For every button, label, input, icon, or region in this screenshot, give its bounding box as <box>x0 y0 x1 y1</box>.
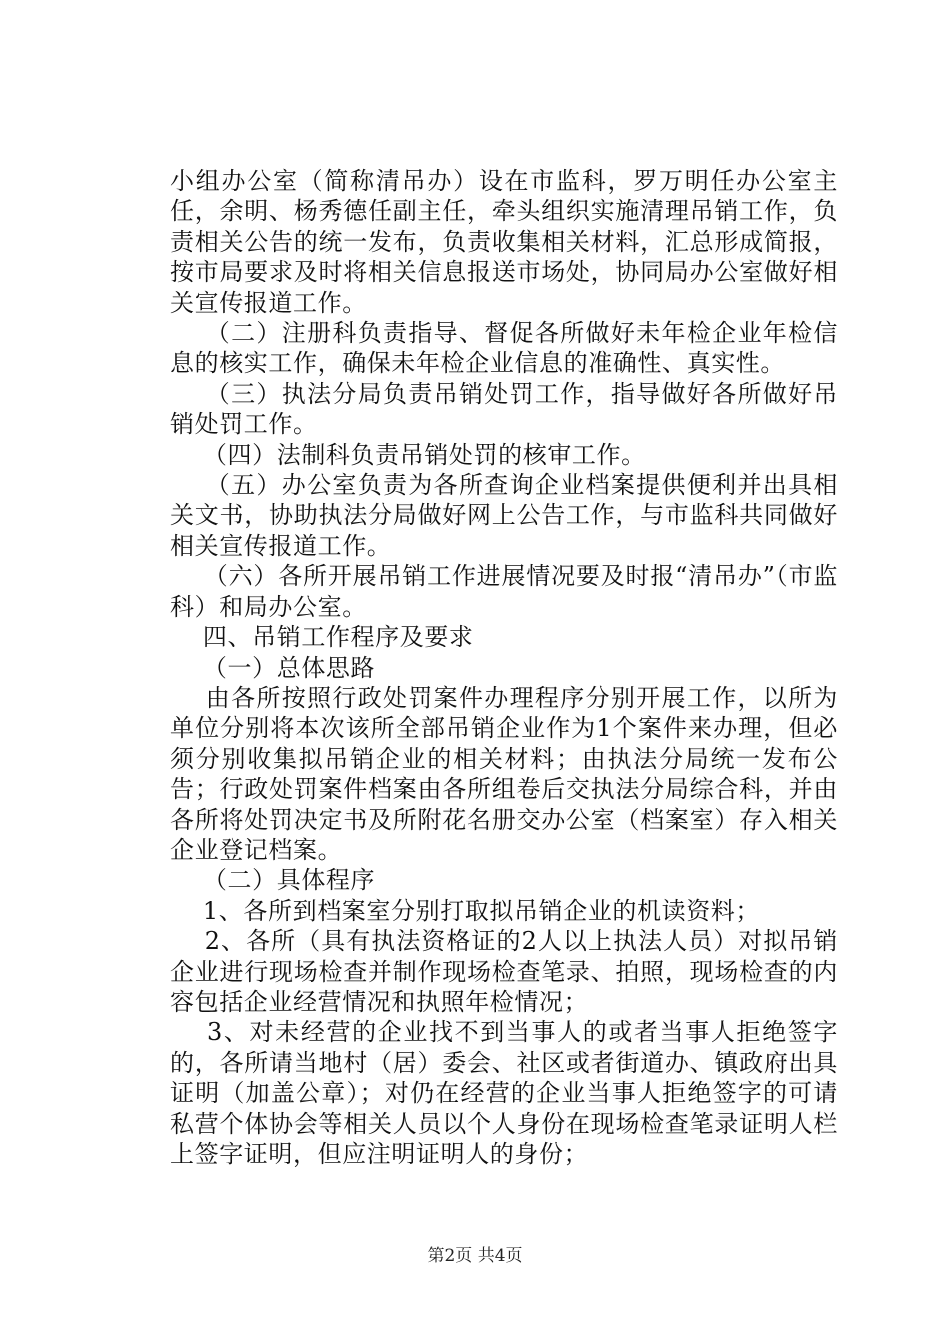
list-item: 1、各所到档案室分别打取拟吊销企业的机读资料； <box>170 896 760 925</box>
subsection-heading: （二）具体程序 <box>170 866 376 895</box>
subsection-heading: （一）总体思路 <box>170 653 376 682</box>
paragraph: （二）注册科负责指导、督促各所做好未年检企业年检信息的核实工作，确保未年检企业信息的准确性、真实性。 <box>170 319 839 378</box>
paragraph: （六）各所开展吊销工作进展情况要及时报“清吊办”（市监科）和局办公室。 <box>170 562 838 621</box>
page-number: 第2页 共4页 <box>427 1246 523 1266</box>
paragraph: 由各所按照行政处罚案件办理程序分别开展工作，以所为单位分别将本次该所全部吊销企业作为1个案件来办理，但必须分别收集拟吊销企业的相关材料；由执法分局统一发布公告；行政处罚案件档案由各所组卷后交执法分局综合科，并由各所将处罚决定书及所附花名册交办公室（档案室）存入相关企业登记档案。 <box>170 683 839 864</box>
paragraph: （五）办公室负责为各所查询企业档案提供便利并出具相关文书，协助执法分局做好网上公告工作，与市监科共同做好相关宣传报道工作。 <box>170 471 839 560</box>
paragraph: 小组办公室（简称清吊办）设在市监科，罗万明任办公室主任，余明、杨秀德任副主任，牵头组织实施清理吊销工作，负责相关公告的统一发布，负责收集相关材料，汇总形成简报，按市局要求及时将相关信息报送市场处，协同局办公室做好相关宣传报道工作。 <box>170 167 838 317</box>
paragraph: （四）法制科负责吊销处罚的核审工作。 <box>170 440 646 469</box>
document-body <box>170 166 838 1169</box>
list-item: 2、各所（具有执法资格证的2人以上执法人员）对拟吊销企业进行现场检查并制作现场检查笔录、拍照，现场检查的内容包括企业经营情况和执照年检情况； <box>170 927 838 1016</box>
list-item: 3、对未经营的企业找不到当事人的或者当事人拒绝签字的，各所请当地村（居）委会、社区或者街道办、镇政府出具证明（加盖公章）；对仍在经营的企业当事人拒绝签字的可请私营个体协会等相关人员以个人身份在现场检查笔录证明人栏上签字证明，但应注明证明人的身份； <box>170 1018 838 1168</box>
section-heading: 四、吊销工作程序及要求 <box>170 623 474 652</box>
paragraph: （三）执法分局负责吊销处罚工作，指导做好各所做好吊销处罚工作。 <box>170 379 839 439</box>
